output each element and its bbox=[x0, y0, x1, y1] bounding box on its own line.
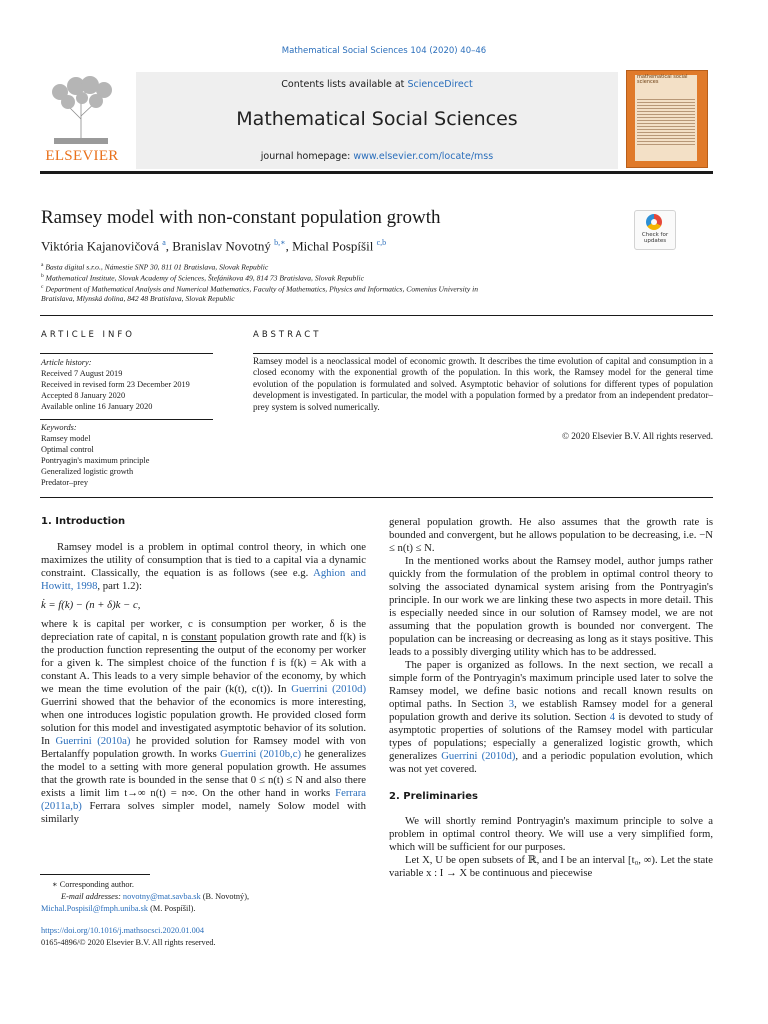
check-updates-icon bbox=[646, 214, 662, 230]
homepage-line bbox=[136, 151, 618, 162]
sciencedirect-link[interactable]: ScienceDirect bbox=[407, 79, 473, 90]
author-name: Michal Pospíšil bbox=[292, 238, 374, 254]
contents-line bbox=[136, 79, 618, 90]
right-column bbox=[389, 516, 713, 880]
journal-citation-link[interactable]: Mathematical Social Sciences 104 (2020) 40–46 bbox=[281, 46, 487, 56]
ref-guerrini-2010d[interactable]: Guerrini (2010d) bbox=[291, 683, 367, 695]
keywords-divider bbox=[40, 419, 213, 420]
author-affiliation-link[interactable]: b,∗ bbox=[274, 238, 286, 247]
keyword: Pontryagin's maximum principle bbox=[41, 456, 150, 465]
article-info-divider bbox=[40, 353, 213, 354]
ref-section-3[interactable]: 3 bbox=[508, 698, 515, 710]
check-updates-label: Check for updates bbox=[641, 232, 669, 244]
author-list: Viktória Kajanovičová $^a$, Branislav Novotný $^{b,∗}$, Michal Pospíšil $^{c,b}$ bbox=[41, 238, 387, 254]
ref-ferrara[interactable]: Ferrara (2011a,b) bbox=[41, 787, 366, 812]
email-owner: (B. Novotný), bbox=[202, 892, 250, 901]
footnote-emails bbox=[61, 891, 249, 903]
section-heading-preliminaries: 2. Preliminaries bbox=[389, 791, 478, 802]
abstract-copyright: © 2020 Elsevier B.V. All rights reserved. bbox=[562, 431, 713, 441]
homepage-link[interactable]: www.elsevier.com/locate/mss bbox=[353, 151, 494, 162]
journal-title: Mathematical Social Sciences bbox=[236, 108, 518, 130]
abstract-text: Ramsey model is a neoclassical model of economic growth. It describes the time evolution of capital and consumption in a closed economy with the exponential growth of the population. In this work, the Ramsey model for the general time evolution of the population is formulated and solved. Asymptotic behavior of solutions for different types of population development is investigated. In particular, the model with a population formed by a predator from an independent predator–prey system is solved numerically. bbox=[253, 356, 713, 412]
paper-title: Ramsey model with non-constant population growth bbox=[41, 207, 441, 228]
keyword: Ramsey model bbox=[41, 434, 91, 443]
ref-guerrini-2010bc[interactable]: Guerrini (2010b,c) bbox=[220, 748, 302, 760]
history-item: Accepted 8 January 2020 bbox=[41, 391, 126, 400]
left-column bbox=[41, 541, 366, 826]
affiliation-a: $^a$ Basta digital s.r.o., Námestie SNP 30, 811 01 Bratislava, Slovak Republic bbox=[41, 262, 269, 272]
keyword: Generalized logistic growth bbox=[41, 467, 134, 476]
history-item: Received 7 August 2019 bbox=[41, 369, 123, 378]
affiliation-b: $^b$ Mathematical Institute, Slovak Academy of Sciences, Štefánikova 49, 814 73 Bratislava, Slovak Republic bbox=[41, 273, 364, 283]
paragraph: The paper is organized as follows. In the next section, we recall a simple form of the Pontryagin's maximum principle used later to solve the Ramsey model, we define basic notions and recall known results on optimal paths. In Section 3, we establish Ramsey model for a general population growth and derive its solution. Section 4 is devoted to study of asymptotic properties of solutions of the Ramsey model with particular types of populations; especially a generalized logistic growth, which generalizes Guerrini (2010d), and a periodic population evolution, which was not yet covered. bbox=[389, 659, 714, 775]
affiliation-c-cont: Bratislava, Mlynská dolina, 842 48 Bratislava, Slovak Republic bbox=[41, 294, 235, 303]
article-history bbox=[41, 357, 216, 412]
paragraph: Let X, U be open subsets of ℝ, and I be an interval [t₀, ∞). Let the state variable x : I → X be continuous and piecewise bbox=[389, 854, 713, 879]
author-affiliation-link[interactable]: c,b bbox=[376, 238, 387, 247]
ref-section-4[interactable]: 4 bbox=[609, 711, 616, 723]
doi-link[interactable]: https://doi.org/10.1016/j.mathsocsci.2020.01.004 bbox=[41, 926, 205, 935]
email-label: E-mail addresses: bbox=[61, 892, 121, 901]
footnote-corresponding: ∗ Corresponding author. bbox=[52, 880, 134, 889]
check-for-updates-button[interactable] bbox=[634, 210, 676, 250]
paragraph: We will shortly remind Pontryagin's maximum principle to solve a problem in optimal control theory. We will use a very simplified form, which will be sufficient for our purposes. bbox=[389, 815, 713, 853]
journal-cover-image bbox=[626, 70, 708, 168]
elsevier-wordmark: ELSEVIER bbox=[45, 148, 119, 164]
cover-title: mathematical social sciences bbox=[637, 74, 688, 85]
paragraph: In the mentioned works about the Ramsey model, author jumps rather quickly from the formulation of the problem in optimal control theory to solving the associated dynamical system arising from the Pontryagin's principle. In our work we are linking these two aspects in more detail. This is especially needed since in our solution of Ramsey model, we are not assuming that the population growth is bounded nor convergent. The population can be increasing or decreasing as long as it stays positive. This leads to a possibly diverging utility which has to be addressed. bbox=[389, 555, 713, 658]
equation-capital-dynamics: k̇ = f(k) − (n + δ)k − c, bbox=[41, 599, 141, 611]
paragraph: Ramsey model is a problem in optimal control theory, in which one maximizes the utility of consumption that is tied to a capital via a dynamic constraint. Classically, the equation is as follows (see e.g. Aghion and Howitt, 1998, part 1.2): bbox=[41, 541, 366, 592]
ref-guerrini-2010a[interactable]: Guerrini (2010a) bbox=[55, 735, 131, 747]
email-link-novotny[interactable]: novotny@mat.savba.sk bbox=[122, 892, 201, 901]
keywords bbox=[41, 422, 216, 488]
keywords-label: Keywords: bbox=[41, 423, 77, 432]
ref-guerrini-2010d-b[interactable]: Guerrini (2010d) bbox=[441, 750, 516, 762]
author-affiliation-link[interactable]: a bbox=[162, 238, 166, 247]
footnote-emails-cont bbox=[41, 903, 195, 915]
email-owner: (M. Pospíšil). bbox=[150, 904, 196, 913]
issn-copyright: 0165-4896/© 2020 Elsevier B.V. All rights reserved. bbox=[41, 938, 216, 947]
paragraph: general population growth. He also assumes that the growth rate is bounded and convergent, but he allows population to be decreasing, i.e. −N ≤ n(t) ≤ N. bbox=[389, 516, 713, 554]
elsevier-tree-icon bbox=[46, 74, 116, 146]
affiliation-divider bbox=[40, 315, 713, 316]
history-label: Article history: bbox=[41, 358, 92, 367]
abstract-heading: ABSTRACT bbox=[253, 330, 322, 340]
paragraph: where k is capital per worker, c is consumption per worker, δ is the depreciation rate of capital, n is constant population growth rate and f(k) is the production function representing the output of the economy per worker for a given k. The simplest choice of the function f is f(k) = Ak with a constant A. This leads to a very simple behavior of the economy, by which we mean the time evolution of the pair (k(t), c(t)). In Guerrini (2010d) Guerrini showed that the behavior of the economics is more interesting, when one introduces logistic population growth. He provided closed form solution for this model and investigated asymptotic behavior of its solution. In Guerrini (2010a) he provided solution for Ramsey model with von Bertalanffy population growth. In works Guerrini (2010b,c) he generalizes the model to a setting with more general population growth. He assumes that the growth rate is bounded in the sense that 0 ≤ n(t) ≤ N and also there exists a limit lim t→∞ n(t) = n∞. On the other hand in works Ferrara (2011a,b) Ferrara solves simpler model, namely Solow model with similarly bbox=[41, 618, 367, 825]
email-link-pospisil[interactable]: Michal.Pospisil@fmph.uniba.sk bbox=[41, 904, 148, 913]
cover-lines bbox=[637, 99, 695, 147]
section-heading-introduction: 1. Introduction bbox=[41, 516, 126, 527]
contents-prefix: Contents lists available at bbox=[281, 79, 405, 90]
keyword: Predator–prey bbox=[41, 478, 88, 487]
ref-aghion-howitt[interactable]: Aghion and Howitt, 1998 bbox=[41, 567, 366, 592]
info-bottom-divider bbox=[40, 497, 713, 498]
author-name: Branislav Novotný bbox=[172, 238, 271, 254]
abstract-divider bbox=[253, 353, 713, 354]
author-name: Viktória Kajanovičová bbox=[41, 238, 159, 254]
homepage-prefix: journal homepage: bbox=[260, 151, 351, 162]
article-info-heading: ARTICLE INFO bbox=[41, 330, 135, 340]
history-item: Received in revised form 23 December 2019 bbox=[41, 380, 190, 389]
affiliation-c: $^c$ Department of Mathematical Analysis and Numerical Mathematics, Faculty of Mathematics, Physics and Informatics, Comenius University in bbox=[41, 284, 478, 294]
history-item: Available online 16 January 2020 bbox=[41, 402, 153, 411]
footnote-divider bbox=[40, 874, 150, 875]
header-divider bbox=[40, 171, 713, 174]
keyword: Optimal control bbox=[41, 445, 94, 454]
elsevier-logo bbox=[40, 74, 124, 166]
